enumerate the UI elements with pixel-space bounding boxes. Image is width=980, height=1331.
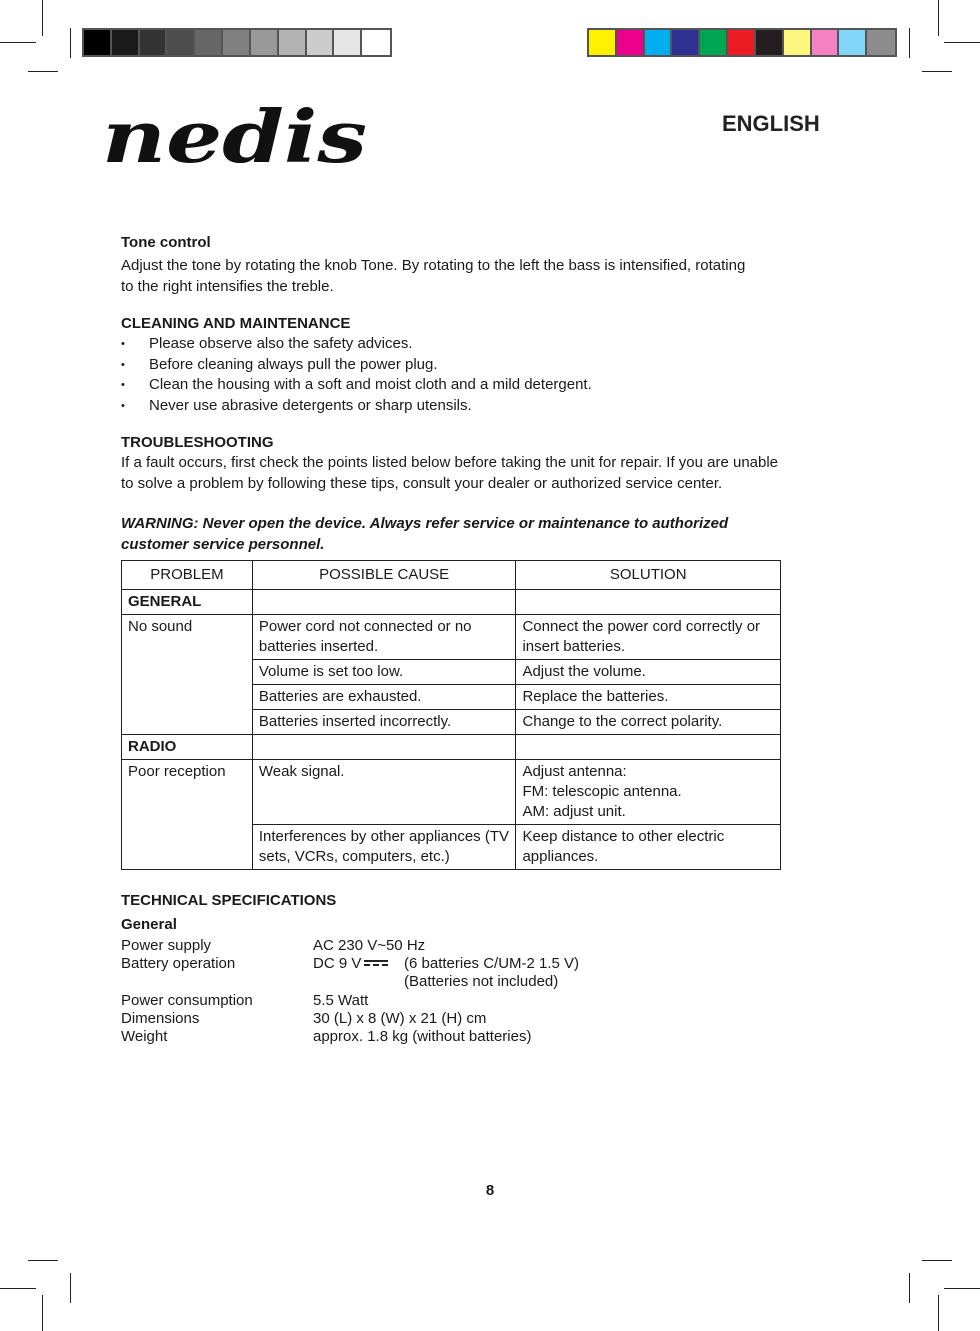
color-swatch [672, 30, 700, 55]
grayscale-bar [82, 28, 392, 57]
color-swatch [362, 30, 390, 55]
dc-symbol-icon [364, 960, 388, 968]
crop-mark [909, 28, 910, 58]
spec-value: AC 230 V~50 Hz [313, 937, 426, 954]
color-bar [587, 28, 897, 57]
solution-cell: Replace the batteries. [516, 685, 781, 710]
solution-cell [516, 760, 781, 825]
cause-cell: Interferences by other appliances (TV sets, VCRs, computers, etc.) [252, 825, 516, 870]
color-swatch [867, 30, 895, 55]
color-swatch [279, 30, 307, 55]
nedis-logo [100, 100, 370, 180]
solution-cell: Keep distance to other electric appliances. [516, 825, 781, 870]
tone-text: Adjust the tone by rotating the knob Tone. By rotating to the left the bass is intensified, rotating to the right intensifies the treble. [121, 257, 746, 295]
problem-cell: No sound [122, 615, 253, 735]
spec-label: Power supply [121, 937, 212, 954]
spec-value: 5.5 Watt [313, 992, 369, 1009]
troubleshooting-table [121, 560, 781, 870]
color-swatch [307, 30, 335, 55]
cause-cell: Volume is set too low. [252, 660, 516, 685]
specs-subtitle: General [121, 916, 177, 933]
color-swatch [84, 30, 112, 55]
crop-mark [42, 1295, 43, 1331]
warning-text: WARNING: Never open the device. Always refer service or maintenance to authorized customer service personnel. [121, 515, 729, 553]
crop-mark [909, 1273, 910, 1303]
language-label: ENGLISH [722, 111, 820, 136]
crop-mark [938, 1295, 939, 1331]
crop-mark [922, 1260, 952, 1261]
section-radio: RADIO [122, 735, 253, 760]
page-number: 8 [485, 1182, 495, 1199]
solution-line: Adjust antenna: [522, 763, 627, 780]
color-swatch [195, 30, 223, 55]
color-swatch [812, 30, 840, 55]
table-header-row [122, 561, 781, 590]
spec-label: Battery operation [121, 955, 236, 972]
cause-cell: Weak signal. [252, 760, 516, 825]
color-swatch [700, 30, 728, 55]
spec-label: Weight [121, 1028, 168, 1045]
list-item: • Please observe also the safety advices. [121, 334, 592, 355]
crop-mark [70, 1273, 71, 1303]
crop-mark [0, 42, 36, 43]
color-swatch [167, 30, 195, 55]
troubleshooting-text: If a fault occurs, first check the points listed below before taking the unit for repair. If you are unable to solve a problem by following these tips, consult your dealer or authorized service center. [121, 454, 779, 492]
troubleshooting-title: TROUBLESHOOTING [121, 434, 274, 451]
table-row [122, 615, 781, 660]
cause-cell: Batteries are exhausted. [252, 685, 516, 710]
color-swatch [334, 30, 362, 55]
list-item: • Clean the housing with a soft and moist cloth and a mild detergent. [121, 375, 592, 396]
color-swatch [251, 30, 279, 55]
solution-cell: Change to the correct polarity. [516, 710, 781, 735]
spec-extra: (6 batteries C/UM-2 1.5 V) [404, 955, 580, 972]
solution-line: AM: adjust unit. [522, 803, 626, 820]
list-item: • Before cleaning always pull the power plug. [121, 355, 592, 376]
spec-extra: (Batteries not included) [404, 973, 559, 990]
solution-cell: Adjust the volume. [516, 660, 781, 685]
spec-value: 30 (L) x 8 (W) x 21 (H) cm [313, 1010, 487, 1027]
crop-mark [70, 28, 71, 58]
color-swatch [728, 30, 756, 55]
table-row [122, 735, 781, 760]
crop-mark [944, 42, 980, 43]
table-row [122, 590, 781, 615]
cause-cell: Power cord not connected or no batteries inserted. [252, 615, 516, 660]
svg-text:nedis: nedis [102, 100, 367, 179]
color-swatch [617, 30, 645, 55]
color-swatch [112, 30, 140, 55]
color-swatch [223, 30, 251, 55]
crop-mark [944, 1288, 980, 1289]
header-solution: SOLUTION [516, 561, 781, 590]
crop-mark [28, 1260, 58, 1261]
spec-value: DC 9 V [313, 955, 362, 972]
cause-cell: Batteries inserted incorrectly. [252, 710, 516, 735]
crop-mark [0, 1288, 36, 1289]
problem-cell: Poor reception [122, 760, 253, 870]
list-item: • Never use abrasive detergents or sharp utensils. [121, 396, 592, 417]
header-cause: POSSIBLE CAUSE [252, 561, 516, 590]
spec-value: approx. 1.8 kg (without batteries) [313, 1028, 532, 1045]
color-swatch [589, 30, 617, 55]
cleaning-title: CLEANING AND MAINTENANCE [121, 315, 351, 332]
color-swatch [756, 30, 784, 55]
cleaning-list [121, 334, 592, 416]
solution-line: FM: telescopic antenna. [522, 783, 682, 800]
section-general: GENERAL [122, 590, 253, 615]
crop-mark [938, 0, 939, 36]
crop-mark [28, 71, 58, 72]
spec-label: Dimensions [121, 1010, 200, 1027]
color-swatch [839, 30, 867, 55]
crop-mark [42, 0, 43, 36]
color-swatch [140, 30, 168, 55]
header-problem: PROBLEM [122, 561, 253, 590]
tone-title: Tone control [121, 234, 211, 251]
color-swatch [784, 30, 812, 55]
solution-cell: Connect the power cord correctly or insert batteries. [516, 615, 781, 660]
spec-label: Power consumption [121, 992, 253, 1009]
color-swatch [645, 30, 673, 55]
specs-title: TECHNICAL SPECIFICATIONS [121, 892, 337, 909]
crop-mark [922, 71, 952, 72]
table-row [122, 760, 781, 825]
